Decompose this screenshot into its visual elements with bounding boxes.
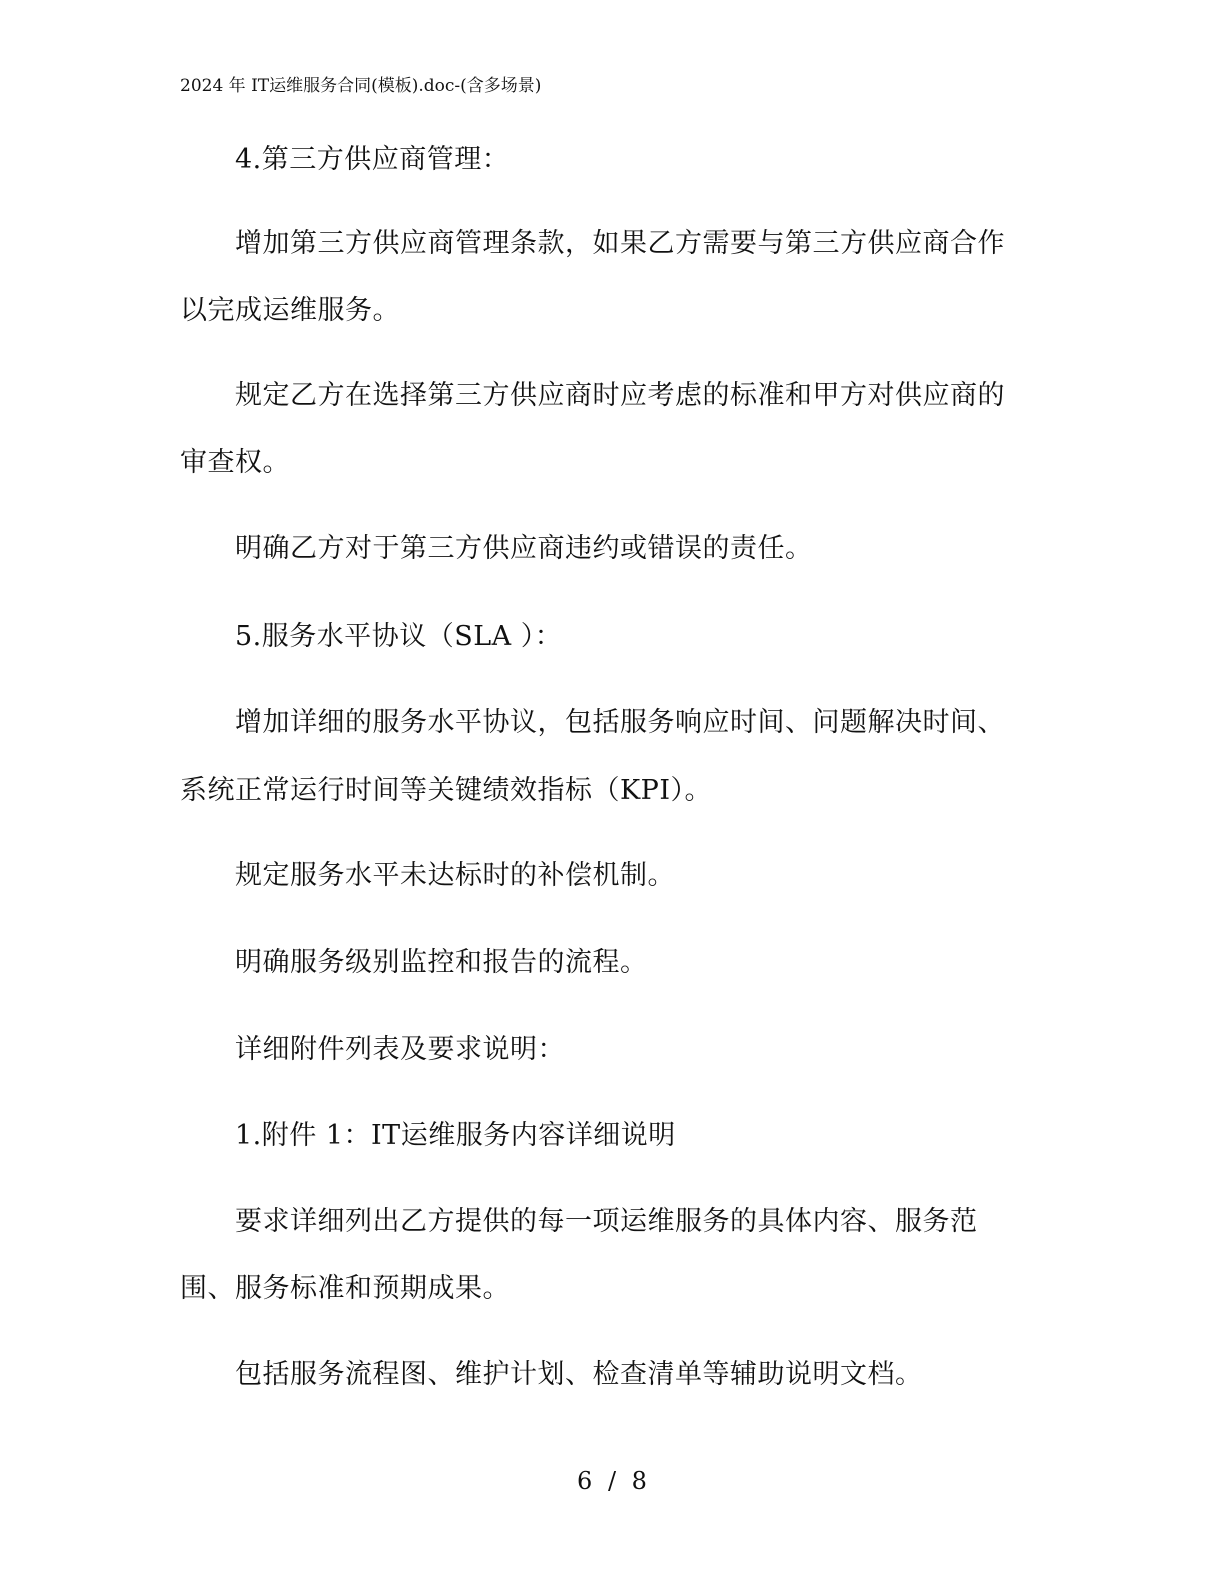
attachment-heading: 1.附件 1：IT运维服务内容详细说明 — [235, 1120, 676, 1151]
paragraph-line: 增加详细的服务水平协议，包括服务响应时间、问题解决时间、 — [235, 707, 1005, 738]
paragraph-line: 要求详细列出乙方提供的每一项运维服务的具体内容、服务范 — [235, 1206, 978, 1237]
paragraph-line: 围、服务标准和预期成果。 — [180, 1273, 510, 1304]
paragraph-line: 系统正常运行时间等关键绩效指标（KPI）。 — [180, 775, 713, 806]
paragraph-line: 以完成运维服务。 — [180, 295, 400, 326]
document-header: 2024 年 IT运维服务合同(模板).doc-(含多场景) — [180, 76, 542, 96]
section-heading-vendor-management: 4.第三方供应商管理： — [235, 144, 510, 175]
paragraph-line: 规定乙方在选择第三方供应商时应考虑的标准和甲方对供应商的 — [235, 380, 1005, 411]
paragraph-line: 包括服务流程图、维护计划、检查清单等辅助说明文档。 — [235, 1359, 923, 1390]
page-number: 6 / 8 — [577, 1467, 647, 1495]
paragraph-line: 增加第三方供应商管理条款，如果乙方需要与第三方供应商合作 — [235, 228, 1005, 259]
section-heading-attachments: 详细附件列表及要求说明： — [235, 1034, 565, 1065]
paragraph-line: 明确服务级别监控和报告的流程。 — [235, 947, 648, 978]
paragraph-line: 规定服务水平未达标时的补偿机制。 — [235, 860, 675, 891]
paragraph-line: 明确乙方对于第三方供应商违约或错误的责任。 — [235, 533, 813, 564]
section-heading-sla: 5.服务水平协议（SLA ）： — [235, 621, 563, 652]
paragraph-line: 审查权。 — [180, 447, 290, 478]
